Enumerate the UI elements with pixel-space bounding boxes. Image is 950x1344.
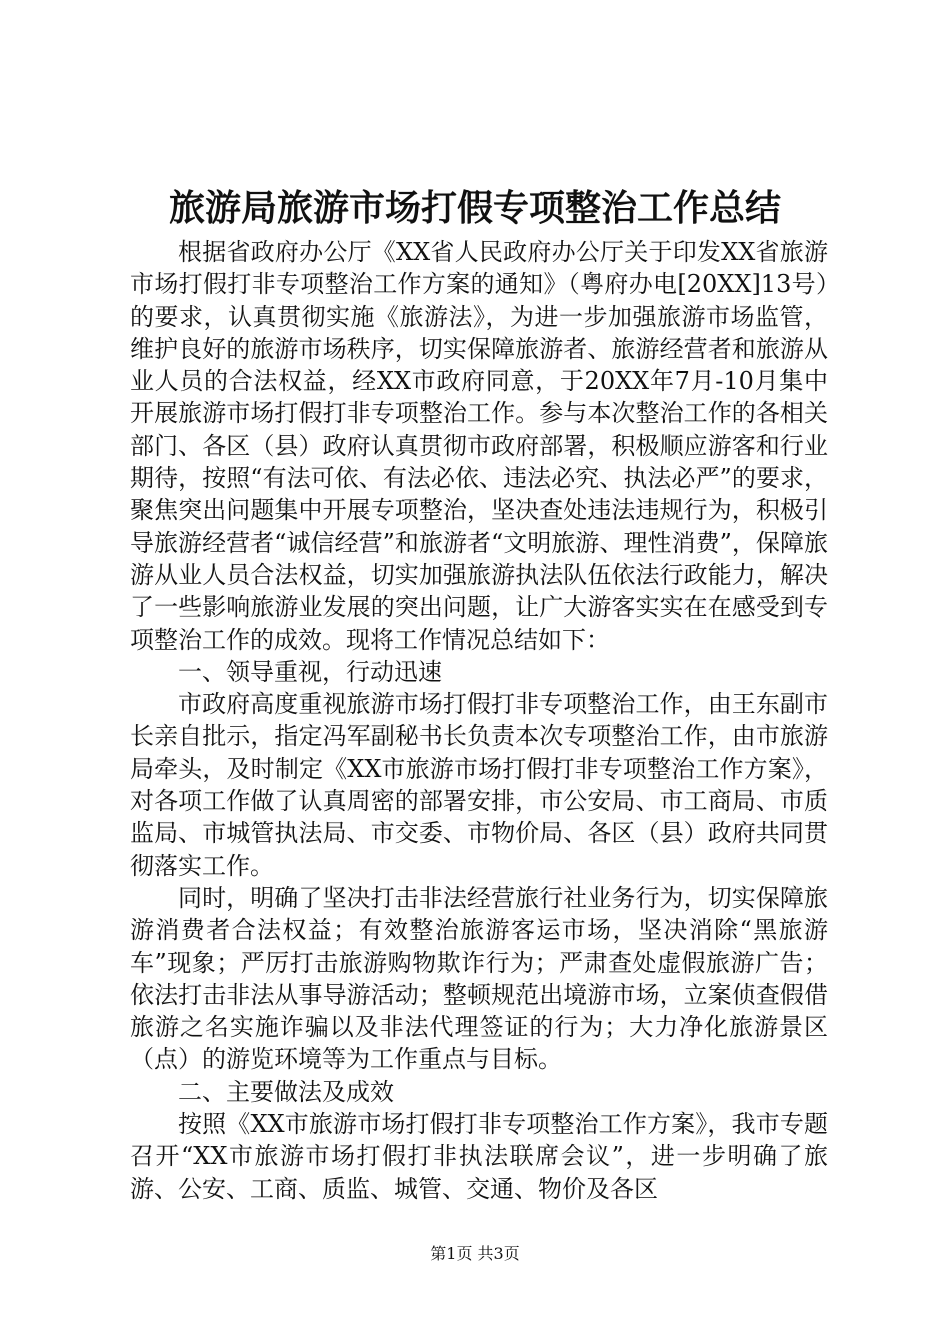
section-heading-1: 一、领导重视，行动迅速	[178, 657, 442, 686]
intro-paragraph: 根据省政府办公厅《XX省人民政府办公厅关于印发XX省旅游市场打假打非专项整治工作方案的通知》（粤府办电[20XX]13号）的要求，认真贯彻实施《旅游法》，为进一步加强旅游市场监管，维护良好的旅游市场秩序，切实保障旅游者、旅游经营者和旅游从业人员的合法权益，经XX市政府同意，于20XX年7月-10月集中开展旅游市场打假打非专项整治工作。参与本次整治工作的各相关部门、各区（县）政府认真贯彻市政府部署，积极顺应游客和行业期待，按照“有法可依、有法必依、违法必究、执法必严”的要求，聚焦突出问题集中开展专项整治，坚决查处违法违规行为，积极引导旅游经营者“诚信经营”和旅游者“文明旅游、理性消费”，保障旅游从业人员合法权益，切实加强旅游执法队伍依法行政能力，解决了一些影响旅游业发展的突出问题，让广大游客实实在在感受到专项整治工作的成效。现将工作情况总结如下：	[130, 238, 828, 654]
section-1-paragraph-2: 同时，明确了坚决打击非法经营旅行社业务行为，切实保障旅游消费者合法权益；有效整治旅游客运市场，坚决消除“黑旅游车”现象；严厉打击旅游购物欺诈行为；严肃查处虚假旅游广告；依法打击非法从事导游活动；整顿规范出境游市场，立案侦查假借旅游之名实施诈骗以及非法代理签证的行为；大力净化旅游景区（点）的游览环境等为工作重点与目标。	[130, 883, 828, 1074]
document-body	[130, 236, 828, 1205]
section-heading-2: 二、主要做法及成效	[178, 1077, 394, 1106]
document-title: 旅游局旅游市场打假专项整治工作总结	[168, 187, 781, 229]
page-footer: 第1页 共3页	[430, 1244, 520, 1263]
section-2-paragraph-1: 按照《XX市旅游市场打假打非专项整治工作方案》，我市专题召开“XX市旅游市场打假打非执法联席会议”，进一步明确了旅游、公安、工商、质监、城管、交通、物价及各区	[130, 1110, 828, 1203]
section-1-paragraph-1: 市政府高度重视旅游市场打假打非专项整治工作，由王东副市长亲自批示，指定冯军副秘书长负责本次专项整治工作，由市旅游局牵头，及时制定《XX市旅游市场打假打非专项整治工作方案》，对各项工作做了认真周密的部署安排，市公安局、市工商局、市质监局、市城管执法局、市交委、市物价局、各区（县）政府共同贯彻落实工作。	[130, 690, 828, 880]
